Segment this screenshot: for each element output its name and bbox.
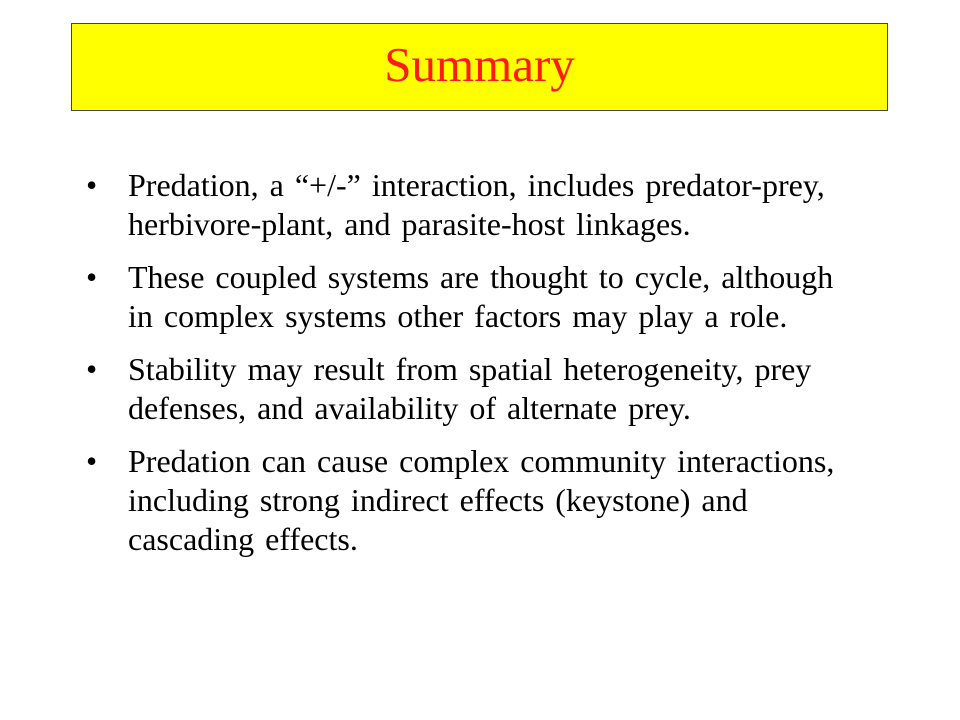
- bullet-list: [86, 166, 856, 573]
- bullet-icon: •: [86, 259, 98, 295]
- bullet-icon: •: [86, 351, 98, 387]
- bullet-text: These coupled systems are thought to cycle, although in complex systems other factors may play a role.: [128, 259, 834, 334]
- bullet-item: [86, 166, 856, 244]
- bullet-item: [86, 258, 856, 336]
- bullet-icon: •: [86, 167, 98, 203]
- bullet-text: Predation can cause complex community interactions, including strong indirect effects (keystone) and cascading effects.: [128, 443, 835, 557]
- bullet-item: [86, 442, 856, 559]
- bullet-text: Stability may result from spatial heterogeneity, prey defenses, and availability of alternate prey.: [128, 351, 812, 426]
- slide-title: Summary: [384, 36, 575, 92]
- bullet-icon: •: [86, 443, 98, 479]
- bullet-item: [86, 350, 856, 428]
- title-box: [71, 23, 888, 111]
- bullet-text: Predation, a “+/-” interaction, includes predator-prey, herbivore-plant, and parasite-host linkages.: [128, 167, 825, 242]
